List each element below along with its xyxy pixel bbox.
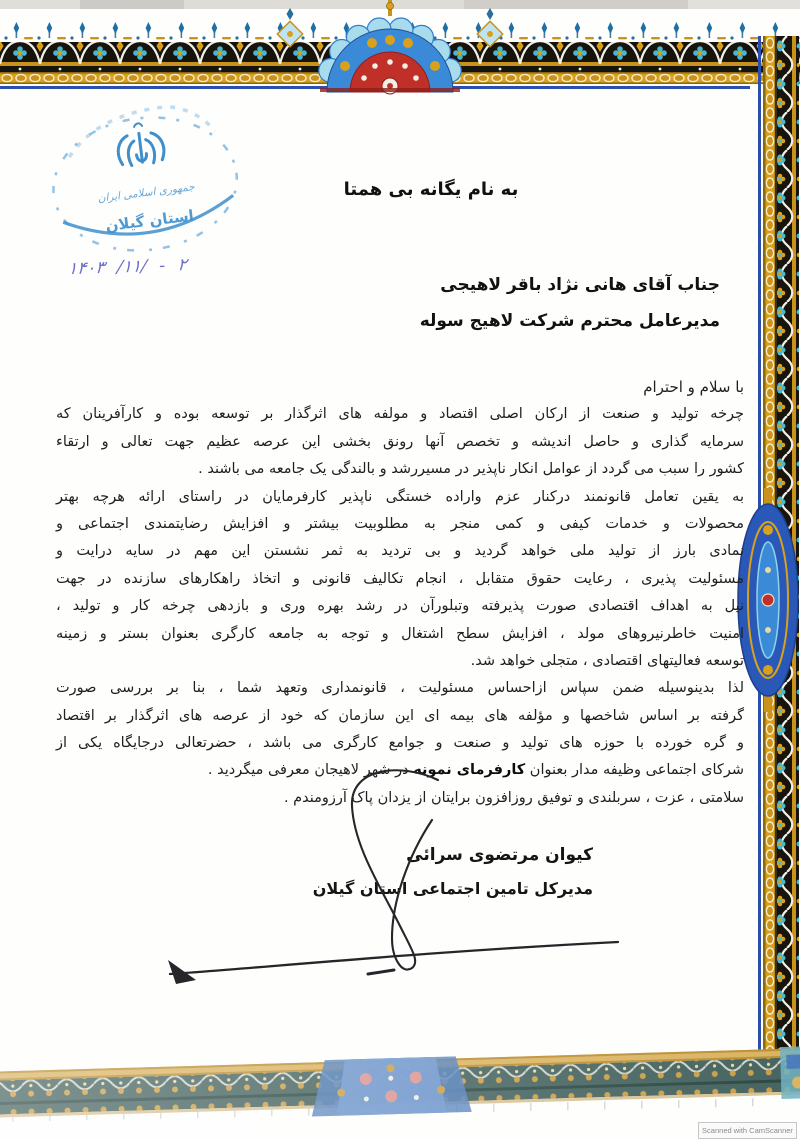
body-line: سرمایه گذاری و حاصل اندیشه و تخصص آنها رونق بخشی این عرصه عظیم جهت تعالی و ارتقاء: [56, 433, 744, 450]
bottom-ornamental-border: [0, 1046, 800, 1140]
body-line: گرفته بر اساس شاخصها و مؤلفه های بیمه ای این سازمان که خود از عرصه های اثرگذار بر اقتصاد: [56, 707, 744, 724]
award-line-after: در شهر لاهیجان معرفی میگردید .: [207, 762, 414, 779]
closing-line: سلامتی ، عزت ، سربلندی و توفیق روزافزون برایتان از یزدان پاک آرزومندم .: [283, 789, 744, 806]
stamp-country-text: جمهوری اسلامی ایران: [97, 181, 196, 205]
salutation: با سلام و احترام: [643, 378, 744, 396]
body-line: مسئولیت پذیری ، رعایت حقوق متقابل ، انجام تکالیف قانونی و اتخاذ راهکارهای سازنده در جهت: [56, 570, 744, 587]
stamp-province-text: استان گیلان: [104, 206, 195, 236]
body-line: امنیت خاطرنیروهای مولد ، افزایش سطح اشتغال و توجه به جامعه کارگری بعنوان بستر و زمینه: [56, 625, 744, 642]
recipient-name: جناب آقای هانی نژاد باقر لاهیجی: [440, 275, 720, 295]
official-stamp: [35, 84, 255, 281]
body-line: و گره خورده با حوزه های تولید و صنعت و جوامع کارگری می باشد ، حضرتعالی درجایگاه یکی از: [56, 735, 744, 752]
body-line: نیل به اهداف اقتصادی صورت پذیرفته وتبلورآن در رشد بهره وری و بازدهی چرخه کار و تولید ،: [56, 598, 744, 615]
body-line: توسعه فعالیتهای اقتصادی ، متجلی خواهد شد.: [470, 652, 744, 669]
handwritten-date: ۱۴۰۳ /۱۱/ - ۲: [67, 255, 188, 280]
body-line: نمادی بارز از تولید ملی خواهد گردید و بی تردید به ثمر نشستن این مهم در سایه درایت و: [56, 543, 744, 560]
camscanner-watermark: Scanned with CamScanner: [698, 1122, 797, 1139]
body-line: لذا بدینوسیله ضمن سپاس ازاحساس مسئولیت ، قانونمداری وتعهد شما ، بنا بر بررسی صورت: [56, 680, 744, 697]
body-line: کشور را سبب می گردد از عوامل انکار ناپذیر در مسیررشد و بالندگی یک جامعه می باشند .: [198, 461, 744, 478]
letter-body: [56, 374, 744, 812]
handwritten-signature: [150, 768, 650, 992]
top-ornamental-border: [0, 0, 800, 104]
iran-emblem-icon: [115, 121, 165, 167]
award-phrase-bold: کارفرمای نمونه: [413, 762, 526, 779]
signer-name: کیوان مرتضوی سرائی: [406, 845, 593, 865]
body-line: چرخه تولید و صنعت از ارکان اصلی اقتصاد و مولفه های اثرگذار بر توسعه بوده و کارآفرینان که: [56, 406, 744, 423]
recipient-title: مدیرعامل محترم شرکت لاهیج سوله: [419, 311, 720, 331]
award-line-before: شرکای اجتماعی وظیفه مدار بعنوان: [525, 762, 744, 779]
signer-title: مدیرکل تامین اجتماعی استان گیلان: [312, 879, 593, 898]
body-line: محصولات و خدمات کیفی و کمی منجر به مطلوبیت بیشتر و افزایش رضایتمندی اجتماعی و: [56, 515, 744, 532]
recipient-block: [420, 267, 720, 339]
bismillah-heading: به نام یگانه بی همتا: [343, 179, 519, 200]
body-line: به یقین تعامل قانونمند درکنار عزم واراده خستگی ناپذیر کارفرمایان در راستای ارائه هرچه بهتر: [56, 488, 744, 505]
